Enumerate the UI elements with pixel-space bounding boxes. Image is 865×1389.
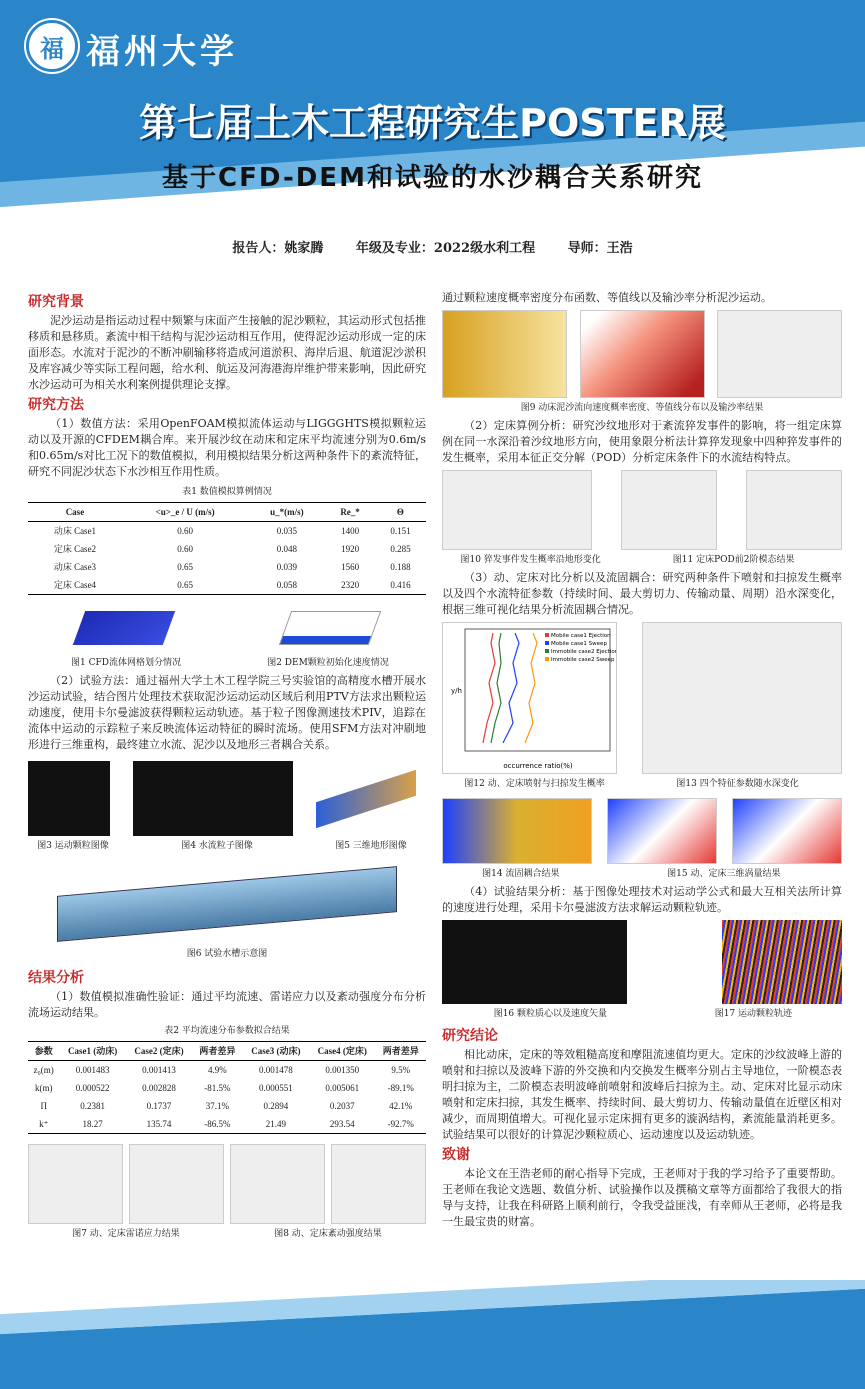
table1-cell: 1920 [341,544,360,554]
fig1-caption: 图1 CFD流体网格划分情况 [71,658,181,668]
table-row [28,522,426,541]
table2-header: Case2 (定床) [126,1042,192,1061]
table2-cell: 18.27 [59,1115,125,1134]
table1-cell: 动床 Case1 [53,526,97,536]
moving-particle-image [28,761,110,836]
fig12-caption: 图12 动、定床喷射与扫掠发生概率 [464,779,605,789]
fig12-legend-swatch-3 [545,649,549,653]
table2-cell: 42.1% [389,1101,413,1111]
section-background-title: 研究背景 [28,294,84,310]
poster-header [0,0,865,232]
table2-cell: 0.001413 [142,1065,176,1075]
burst-probability-plot [442,470,592,550]
grade-major: 年级及专业：2022级水利工程 [355,241,536,256]
fig12-legend-4: Immobile case2 Sweep [551,657,615,663]
table-row [28,1097,426,1115]
vorticity-mobile-plot [607,798,717,864]
fluid-solid-coupling-plot [442,798,592,864]
fixed-bed-analysis-text: （2）定床算例分析：研究沙纹地形对于紊流猝发事件的影响，将一组定床算例在同一水深沿着沙纹地形方向，使用象限分析法计算猝发现象中四种猝发事件的发生概率，采用本征正交分解（POD）分析定床条件下的水流结构特点。 [442,419,842,464]
logo-char: 福 [40,33,64,63]
feature-parameters-plot [642,622,842,774]
ejection-sweep-svg [443,623,616,773]
table1-cell: 0.60 [177,544,194,554]
fig12-ylabel: y/h [451,687,462,695]
fig9-caption: 图9 动床泥沙流向速度概率密度、等值线分布以及输沙率结果 [520,403,764,413]
table2-header: Case4 (定床) [309,1042,375,1061]
advisor: 导师：王浩 [567,241,633,256]
comparison-analysis-text: （3）动、定床对比分析以及流固耦合：研究两种条件下喷射和扫掠发生概率以及四个水流特征参数（持续时间、最大剪切力、传输动量、周期）沿水深变化，根据三维可视化结果分析流固耦合情况。 [442,571,842,616]
fig12-series-immobile-sweep [525,633,537,743]
left-column [28,290,426,1244]
turbulence-intensity-plot-1 [230,1144,325,1224]
method-numerical-text: （1）数值方法：采用OpenFOAM模拟流体运动与LIGGGHTS模拟颗粒运动以及开源的CFDEM耦合库。来开展沙纹在动床和定床平均流速分别为0.6m/s和0.65m/s对比工况下的数值模拟，利用模拟结果分析这两种条件下的紊流特征，研究不同泥沙状态下水沙相互作用性质。 [28,417,426,478]
fig3-caption: 图3 运动颗粒图像 [37,841,109,851]
fig15-caption: 图15 动、定床三维涡量结果 [667,869,781,879]
velocity-pdf-plot [442,310,567,398]
section-conclusion-title: 研究结论 [442,1028,498,1044]
table2-header: Case1 (动床) [59,1042,125,1061]
table2-cell: 4.9% [208,1065,227,1075]
fig10-caption: 图10 猝发事件发生概率沿地形变化 [460,555,601,565]
table2-cell: 9.5% [391,1065,411,1075]
result-validation-text: （1）数值模拟准确性验证：通过平均流速、雷诺应力以及紊动强度分布分析流场运动结果。 [28,990,426,1019]
table2-cell: Π [40,1101,47,1111]
table2-cell: 0.1737 [146,1101,172,1111]
pod-mode-1-plot [621,470,717,550]
fig2-caption: 图2 DEM颗粒初始化速度情况 [267,658,389,668]
table1-cell: 0.285 [390,544,411,554]
section-method-title: 研究方法 [28,397,84,413]
table1-cell: 动床 Case3 [53,562,97,572]
table-row [28,558,426,576]
fig17-caption: 图17 运动颗粒轨迹 [714,1009,793,1019]
table2-cell: 0.2037 [329,1101,355,1111]
right-column [442,290,842,1230]
table-row [28,1115,426,1134]
table2-header: Case3 (动床) [243,1042,309,1061]
table2-cell: k⁺ [28,1115,59,1134]
fig14-caption: 图14 流固耦合结果 [482,869,560,879]
water-tracer-image [133,761,293,836]
table1 [28,502,426,595]
table-row [28,1061,426,1080]
table2-cell: z₀(m) [33,1065,54,1075]
table1-cell: 0.035 [276,526,297,536]
table1-cell: 0.039 [276,562,297,572]
table2-cell: -89.1% [387,1083,414,1093]
table1-cell: 0.65 [122,576,249,595]
poster-main-title: 第七届土木工程研究生POSTER展 [139,101,726,145]
table-row [28,576,426,595]
university-logo [26,20,78,72]
poster-footer [0,1280,865,1389]
table1-cell: 0.048 [276,544,297,554]
table2-cell: 0.005061 [325,1083,360,1093]
particle-centroid-image [442,920,627,1004]
table2-cell: 21.49 [243,1115,309,1134]
flume-schematic [28,864,426,944]
velocity-pdf-intro: 通过颗粒速度概率密度分布函数、等值线以及输沙率分析泥沙运动。 [442,291,772,304]
fig12-legend-3: Immobile case2 Ejection [551,649,616,655]
fig6-caption: 图6 试验水槽示意图 [186,949,268,959]
table2-cell: k(m) [34,1083,53,1093]
table1-header: u_*(m/s) [248,503,325,522]
table1-cell: 2320 [325,576,375,595]
fig12-legend-swatch-2 [545,641,549,645]
turbulence-intensity-plot-2 [331,1144,426,1224]
cfd-mesh-figure [28,603,219,653]
fig12-plot-frame [465,629,610,751]
fig4-caption: 图4 水流粒子图像 [181,841,253,851]
particle-trajectory-image [722,920,842,1004]
conclusion-text: 相比动床，定床的等效粗糙高度和摩阻流速值均更大。定床的沙纹波峰上游的喷射和扫掠以及波峰下游的外交换和内交换发生概率分别占主导地位，一阶模态表明扫掠为主，二阶模态表明波峰前喷射和波峰后扫掠为主。动、定床对比显示动床喷射和定床扫掠，其发生概率、持续时间、最大剪切力、传输动量值在近壁区相对减少，而周期值增大。可视化显示定床拥有更多的漩涡结构，紊流能量消耗更多。试验结果可以很好的计算泥沙颗粒质心、运动速度以及运动轨迹。 [442,1048,842,1141]
terrain-3d-image [316,761,426,836]
table2 [28,1041,426,1134]
table2-cell: -86.5% [192,1115,242,1134]
table1-header: Θ [375,503,426,522]
table2-cell: 135.74 [126,1115,192,1134]
fig8-caption: 图8 动、定床紊动强度结果 [274,1229,382,1239]
table2-cell: 0.002828 [142,1083,176,1093]
table2-cell: -81.5% [204,1083,231,1093]
poster-subtitle: 基于CFD-DEM和试验的水沙耦合关系研究 [162,163,703,193]
table1-cell: 1560 [341,562,360,572]
section-result-title: 结果分析 [28,970,84,986]
table2-cell: 0.2381 [80,1101,105,1111]
fig16-caption: 图16 颗粒质心以及速度矢量 [493,1009,608,1019]
table-row [28,1079,426,1097]
fig12-series-mobile-sweep [503,633,519,743]
reporter: 报告人：姚家腾 [232,241,324,256]
table1-header: Case [28,503,122,522]
reynolds-stress-plot-2 [129,1144,224,1224]
table1-cell: 定床 Case4 [28,576,122,595]
table1-cell: 0.65 [177,562,194,572]
table1-cell: 0.151 [390,526,411,536]
author-line [0,237,865,256]
table2-caption: 表2 平均流速分布参数拟合结果 [164,1026,290,1036]
fig7-caption: 图7 动、定床雷诺应力结果 [72,1229,180,1239]
table2-header: 两者差异 [192,1042,242,1061]
fig12-legend-1: Mobile case1 Ejection [551,633,611,639]
table1-cell: 1400 [341,526,360,536]
table2-cell: 0.001478 [258,1065,293,1075]
ejection-sweep-chart [442,622,617,774]
table1-cell: 0.60 [177,526,194,536]
fig12-legend-swatch-4 [545,657,549,661]
table1-cell: 0.058 [248,576,325,595]
school-name: 福州大学 [86,32,238,72]
experiment-analysis-text: （4）试验结果分析：基于图像处理技术对运动学公式和最大互相关法所计算的速度进行处理，采用卡尔曼滤波方法求解运动颗粒轨迹。 [442,885,842,914]
table1-cell: 0.188 [390,562,411,572]
method-experiment-text: （2）试验方法：通过福州大学土木工程学院三号实验馆的高精度水槽开展水沙运动试验，结合图片处理技术获取泥沙运动运动区域后利用PTV方法求出颗粒运动速度，使用卡尔曼滤波获得颗粒运动轨迹。基于粒子图像测速技术PIV，追踪在流体中运动的示踪粒子来反映流体运动特征的瞬时流场。使用SFM方法对冲刷地形进行三维重构，最终建立水流、泥沙以及地形三者耦合关系。 [28,674,426,751]
section-thanks-title: 致谢 [442,1147,470,1163]
transport-rate-plot [717,310,842,398]
dem-particle-figure [235,603,426,653]
table2-cell: 0.000551 [258,1083,293,1093]
table2-cell: 0.001483 [75,1065,110,1075]
table1-header: Re_* [325,503,375,522]
table-row [28,540,426,558]
fig11-caption: 图11 定床POD前2阶模态结果 [672,555,795,565]
table2-cell: 0.000522 [75,1083,110,1093]
fig12-legend-2: Mobile case1 Sweep [551,641,607,647]
table2-cell: 37.1% [205,1101,230,1111]
fig13-caption: 图13 四个特征参数随水深变化 [676,779,799,789]
table1-cell: 0.416 [375,576,426,595]
table2-header: 两者差异 [375,1042,426,1061]
table2-cell: 0.001350 [325,1065,360,1075]
table1-header: <u>_e / U (m/s) [122,503,249,522]
fig5-caption: 图5 三维地形图像 [335,841,407,851]
pod-mode-2-plot [746,470,842,550]
table1-cell: 定床 Case2 [53,544,97,554]
fig12-series-mobile-ejection [483,633,495,743]
fig12-legend-swatch-1 [545,633,549,637]
table2-header: 参数 [28,1042,59,1061]
background-text: 泥沙运动是指运动过程中频繁与床面产生接触的泥沙颗粒，其运动形式包括推移质和悬移质。紊流中相干结构与泥沙运动相互作用，使得泥沙运动形成一定的床面形态。水流对于泥沙的不断冲刷输移将造成河道淤积、海岸后退、航道泥沙淤积及库容减少等实际工程问题，给水利、航运及河海港海岸维护带来影响，因此研究水沙运动可为相关水利案例提供理论支撑。 [28,314,426,391]
fig12-xlabel: occurrence ratio(%) [503,762,573,770]
table2-cell: 293.54 [309,1115,375,1134]
velocity-contour-plot [580,310,705,398]
table1-caption: 表1 数值模拟算例情况 [182,487,272,497]
table2-cell: -92.7% [375,1115,426,1134]
vorticity-fixed-plot [732,798,842,864]
reynolds-stress-plot-1 [28,1144,123,1224]
thanks-text: 本论文在王浩老师的耐心指导下完成，王老师对于我的学习给予了重要帮助。王老师在我论文选题、数值分析、试验操作以及撰稿文章等方面都给了我很大的指导与支持，让我在科研路上顺利前行，令我受益匪浅，有幸师从王老师，必将是我一生最宝贵的财富。 [442,1167,842,1228]
table2-cell: 0.2894 [263,1101,289,1111]
